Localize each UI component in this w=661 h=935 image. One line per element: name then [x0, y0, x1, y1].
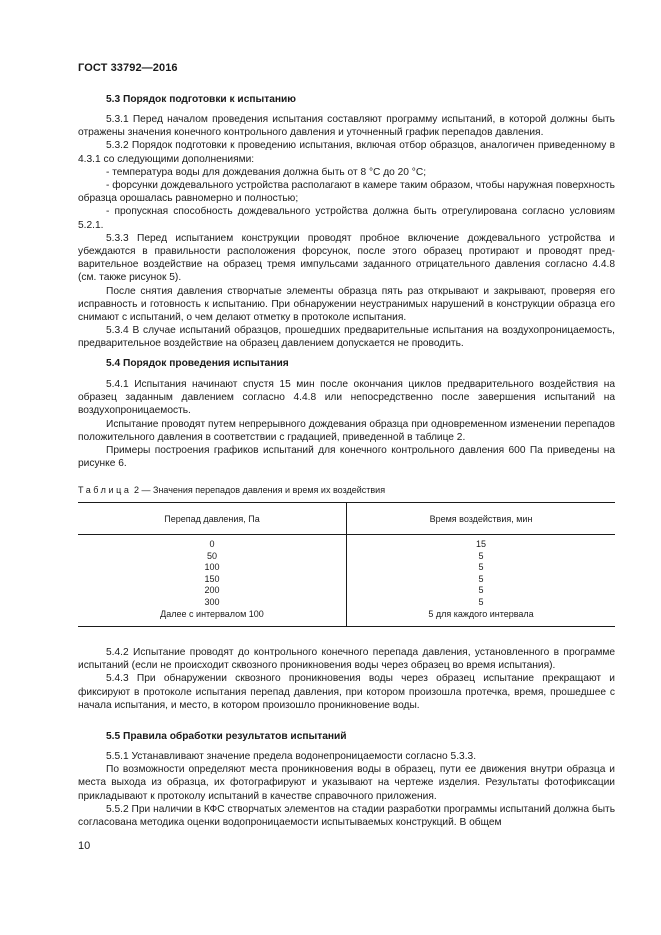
- cell-time: 5: [347, 597, 616, 609]
- list-item-nozzles: - форсунки дождевального устройства располагают в камере таким образом, чтобы наружная поверхность образца орошалась равномерно и полностью;: [78, 180, 615, 205]
- cell-time: 5: [347, 562, 616, 574]
- section-5-5-heading: 5.5 Правила обработки результатов испытаний: [106, 731, 347, 742]
- paragraph-5-4-2: 5.4.2 Испытание проводят до контрольного конечного перепада давления, установленного в программе испытаний (если не происходит сквозного проникновения воды через образец во время испытания).: [78, 647, 615, 672]
- paragraph-leak-locations: По возможности определяют места проникновения воды в образец, пути ее движения внутри образца и места выхода из образца, их фотографируют и указывают на чертеже изделия. Результаты фотофиксации прикладывают к протоколу испытаний в качестве справочного приложения.: [78, 764, 615, 802]
- paragraph-pressure-release: После снятия давления створчатые элементы образца пять раз открывают и закрывают, проверяя его исправность и готовность к испытанию. При обнаружении неустранимых нарушений в конструкции образца его снимают с испытаний, о чем делают отметку в протоколе испытания.: [78, 285, 615, 324]
- cell-time: 5: [347, 574, 616, 586]
- cell-pressure: Далее с интервалом 100: [78, 609, 347, 627]
- section-5-4-body: [78, 378, 615, 470]
- table-row: [78, 609, 615, 627]
- header-exposure-time: Время воздействия, мин: [347, 503, 616, 535]
- section-5-5-body: [78, 750, 615, 829]
- cell-pressure: 200: [204, 585, 220, 596]
- paragraph-continuous-sprinkling: Испытание проводят путем непрерывного дождевания образца при одновременном изменении перепадов положительного давления в соответствии с градацией, приведенной в таблице 2.: [78, 418, 615, 443]
- table-row: [78, 535, 615, 551]
- table-row: [78, 551, 615, 563]
- cell-pressure: 0: [209, 539, 215, 549]
- list-item-throughput: - пропускная способность дождевального устройства должна быть отрегулирована согласно условиям 5.2.1.: [78, 206, 615, 231]
- cell-pressure: 300: [204, 596, 220, 607]
- header-pressure-difference: Перепад давления, Па: [78, 503, 347, 535]
- table-row: [78, 597, 615, 609]
- table-row: [78, 562, 615, 574]
- cell-time: 5: [347, 551, 616, 563]
- table-header-row: [78, 503, 615, 535]
- section-5-3-body: [78, 113, 615, 351]
- table-row: [78, 574, 615, 586]
- table-caption-word: Таблица: [78, 485, 132, 495]
- paragraph-5-3-2: 5.3.2 Порядок подготовки к проведению испытания, включая отбор образцов, аналогичен приведенному в 4.3.1 со следующими дополнениями:: [78, 140, 615, 165]
- table-2-caption: [78, 485, 385, 495]
- paragraph-graph-examples: Примеры построения графиков испытаний для конечного контрольного давления 600 Па приведены на рисунке 6.: [78, 445, 615, 470]
- cell-time: 15: [347, 535, 616, 551]
- cell-pressure: 50: [206, 550, 217, 561]
- cell-time: 5: [347, 585, 616, 597]
- section-5-3-heading: 5.3 Порядок подготовки к испытанию: [106, 94, 296, 105]
- section-5-4-heading: 5.4 Порядок проведения испытания: [106, 358, 289, 369]
- page-number: 10: [78, 840, 91, 852]
- table-row: [78, 585, 615, 597]
- list-item-water-temperature: - температура воды для дождевания должна быть от 8 °С до 20 °С;: [106, 166, 427, 178]
- table-caption-text: 2 — Значения перепадов давления и время их воздействия: [131, 485, 386, 495]
- paragraph-5-5-2: 5.5.2 При наличии в КФС створчатых элементов на стадии разработки программы испытаний должна быть согласована методика оценки водопроницаемости испытываемых конструкций. В общем: [78, 803, 615, 829]
- section-5-4-body-continued: [78, 646, 615, 712]
- paragraph-5-4-3: 5.4.3 При обнаружении сквозного проникновения воды через образец испытание прекращают и фиксируют в протоколе испытания перепад давления, при котором произошла протечка, время, прошедшее с начала испытания, и место, в котором произошло проникновение воды.: [78, 673, 615, 711]
- cell-pressure: 100: [204, 562, 220, 573]
- cell-time: 5 для каждого интервала: [347, 609, 616, 627]
- paragraph-5-4-1: 5.4.1 Испытания начинают спустя 15 мин после окончания циклов предварительного воздействия на образец заданным давлением согласно 4.4.8 или непосредственно после завершения испытаний на воздухопроницаемость.: [78, 379, 615, 417]
- paragraph-5-3-1: 5.3.1 Перед началом проведения испытания составляют программу испытаний, в которой должны быть отражены значения конечного контрольного давления и уточненный график перепадов давления.: [78, 114, 615, 139]
- paragraph-5-3-3: 5.3.3 Перед испытанием конструкции проводят пробное включение дождевального устройства и убеждаются в правильности расположения форсунок, после этого образец протирают и проводят предварительное воздействие на образец тремя импульсами заданного отрицательного давления согласно 4.4.8 (см. также рисунок 5).: [78, 232, 615, 284]
- cell-pressure: 150: [204, 573, 220, 584]
- document-code: ГОСТ 33792—2016: [78, 62, 178, 74]
- paragraph-5-3-4: 5.3.4 В случае испытаний образцов, прошедших предварительные испытания на воздухопроницаемость, предварительное воздействие на образец давлением допускается не проводить.: [78, 325, 615, 350]
- pressure-table: [78, 502, 615, 627]
- paragraph-5-5-1: 5.5.1 Устанавливают значение предела водонепроницаемости согласно 5.3.3.: [106, 751, 477, 762]
